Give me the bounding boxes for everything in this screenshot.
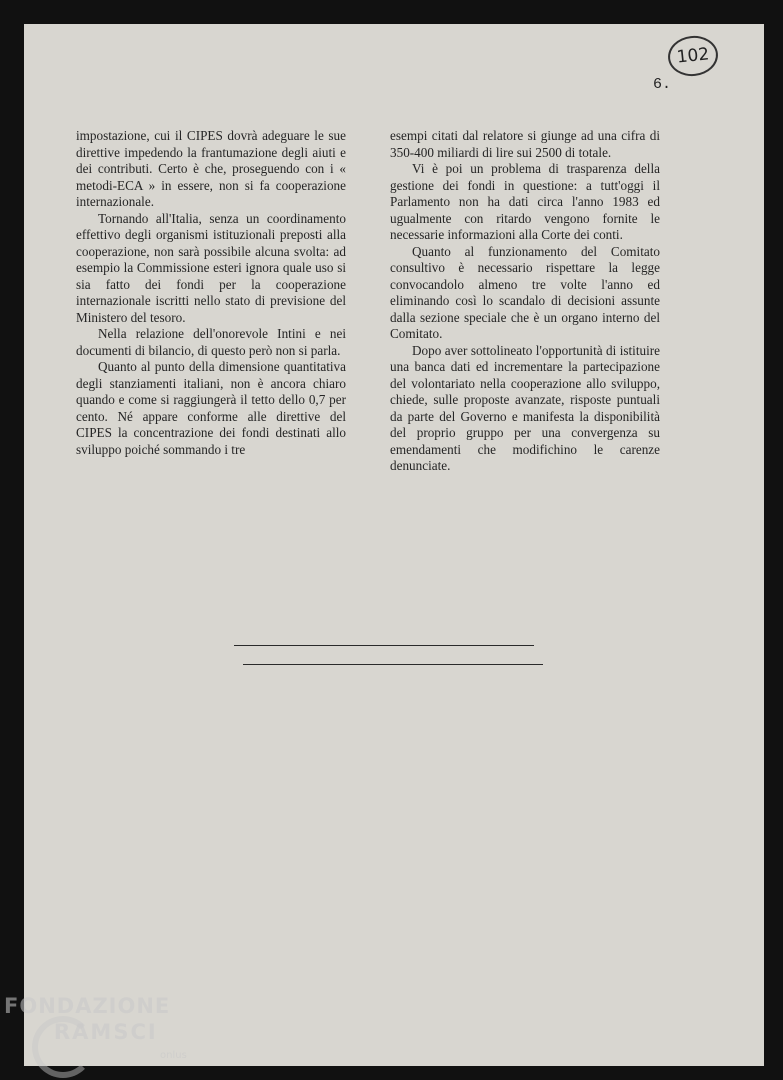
watermark-line2: RAMSCI [54,1020,158,1044]
paragraph: Tornando all'Italia, senza un coordinamento effettivo degli organismi istituzionali preposti alla cooperazione, non sarà possibile alcuna svolta: ad esempio la Commissione esteri ignora quale uso si sia fatto dei fondi per la cooperazione internazionale iscritti nello stato di previsione del Ministero del tesoro. [76,210,346,325]
paragraph: Quanto al funzionamento del Comitato consultivo è necessario rispettare la legge convocandolo almeno tre volte l'anno ed eliminando così lo scandalo di decisioni assunte dalla sezione speciale che è un organo interno del Comitato. [390,243,660,341]
paragraph: Dopo aver sottolineato l'opportunità di istituire una banca dati ed incrementare la partecipazione del volontariato nella cooperazione allo sviluppo, chiede, sulle proposte avanzate, risposte puntuali da parte del Governo e manifesta la disponibilità del proprio gruppo per una convergenza su emendamenti che modifichino le carenze denunciate. [390,342,660,473]
watermark-line3: onlus [160,1050,187,1061]
left-column [76,128,346,458]
page-number: 6. [653,76,672,93]
watermark-line1: FONDAZIONE [4,994,171,1018]
paragraph: esempi citati dal relatore si giunge ad una cifra di 350-400 miliardi di lire sui 2500 di totale. [390,128,660,160]
paragraph: Vi è poi un problema di trasparenza della gestione dei fondi in questione: a tutt'oggi il Parlamento non ha dati circa l'anno 1983 ed ugualmente con ritardo vengono fornite le necessarie informazioni alla Corte dei conti. [390,161,660,242]
paragraph: Quanto al punto della dimensione quantitativa degli stanziamenti italiani, non è ancora chiaro quando e come si raggiungerà il tetto dello 0,7 per cento. Né appare conforme alle direttive del CIPES la concentrazione dei fondi destinati allo sviluppo poiché sommando i tre [76,359,346,457]
watermark-g-icon [32,1016,94,1078]
paragraph: impostazione, cui il CIPES dovrà adeguare le sue direttive impedendo la frantumazione degli aiuti e dei contributi. Certo è che, proseguendo con i « metodi-ECA » in essere, non si fa cooperazione internazionale. [76,128,346,209]
watermark-logo [4,994,187,1061]
paragraph: Nella relazione dell'onorevole Intini e nei documenti di bilancio, di questo però non si parla. [76,326,346,358]
right-column [390,128,660,475]
end-rule-bottom [243,664,543,665]
archive-number-stamp: 102 [666,33,720,78]
document-page [24,24,764,1066]
end-rule-top [234,645,534,646]
